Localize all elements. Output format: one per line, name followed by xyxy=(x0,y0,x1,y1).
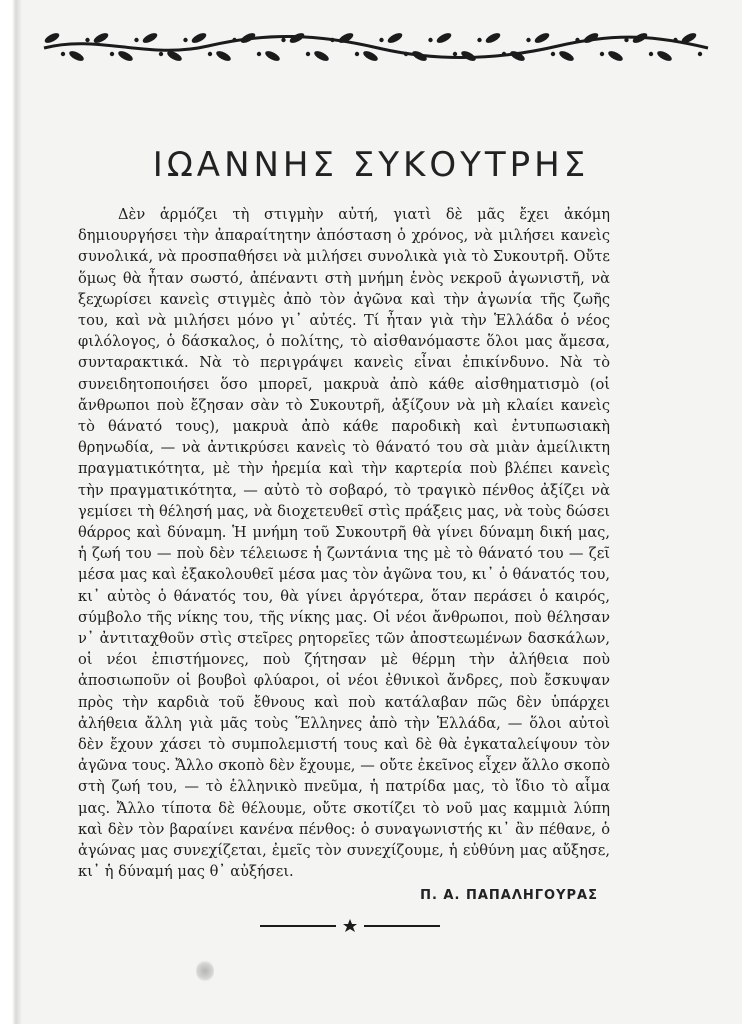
ornament-berry xyxy=(330,38,334,42)
ornament-berry xyxy=(159,52,163,56)
article-paragraph: Δὲν ἁρμόζει τὴ στιγμὴν αὐτή, γιατὶ δὲ μᾶς ἔχει ἀκόμη δημιουργήσει τὴν ἀπαραίτητην ἀπόσταση ὁ χρόνος, νὰ μιλήσει κανεὶς συνολικά, νὰ προσπαθήσει νὰ μιλήσει συνολικὰ γιὰ τὸ Συκουτρῆ. Οὔτε ὅμως θὰ ἦταν σωστό, ἀπέναντι στὴ μνήμη ἑνὸς νεκροῦ ἀγωνιστῆ, νὰ ξεχωρίσει κανεὶς στιγμὲς ἀπὸ τὸν ἀγῶνα καὶ τὴν ἀγωνία τῆς ζωῆς του, καὶ νὰ μιλήσει μόνο γι᾿ αὐτές. Τί ἦταν γιὰ τὴν Ἑλλάδα ὁ νέος φιλόλογος, ὁ δάσκαλος, ὁ πολίτης, τὸ αἰσθανόμαστε ὅλοι μας ἄμεσα, συνταρακτικά. Νὰ τὸ περιγράψει κανεὶς εἶναι ἐπικίνδυνο. Νὰ τὸ συνειδητοποιήσει ὅσο μπορεῖ, μακρυὰ ἀπὸ κάθε αἰσθηματισμὸ (οἱ ἄνθρωποι ποὺ ἔζησαν σὰν τὸ Συκουτρῆ, ἀξίζουν νὰ μὴ κλαίει κανεὶς τὸ θάνατό τους), μακρυὰ ἀπὸ κάθε παροδικὴ καὶ ἐντυπωσιακὴ θρηνωδία, — νὰ ἀντικρύσει κανεὶς τὸ θάνατό του σὰ μιὰν ἀμείλικτη πραγματικότητα, μὲ τὴν ἠρεμία καὶ τὴν καρτερία ποὺ βλέπει κανεὶς τὴν πραγματικότητα, — αὐτὸ τὸ σοβαρό, τὸ τραγικὸ πένθος ἀξίζει νὰ γεμίσει τὴ θέλησή μας, νὰ διοχετευθεῖ στὶς πράξεις μας, νὰ τοὺς δώσει θάρρος καὶ δύναμη. Ἡ μνήμη τοῦ Συκουτρῆ θὰ γίνει δύναμη δική μας, ἡ ζωή του — ποὺ δὲν τέλειωσε ἡ ζωντάνια της μὲ τὸ θάνατό του — ζεῖ μέσα μας καὶ ἐξακολουθεῖ μέσα μας τὸν ἀγῶνα του, κι᾿ ὁ θάνατός του, κι᾿ αὐτὸς ὁ θάνατός του, θὰ γίνει ἀργότερα, ὅταν περάσει ὁ καιρός, σύμβολο τῆς νίκης του, τῆς νίκης μας. Οἱ νέοι ἄνθρωποι, ποὺ θέλησαν ν᾿ ἀντιταχθοῦν στὶς στεῖρες ρητορεῖες τῶν ἀποστεωμένων δασκάλων, οἱ νέοι ἐπιστήμονες, ποὺ ζήτησαν μὲ θέρμη τὴν ἀλήθεια ποὺ ἀποσιωποῦν οἱ βουβοὶ φλύαροι, οἱ νέοι ἐθνικοὶ ἄνδρες, ποὺ ἔσκυψαν πρὸς τὴν καρδιὰ τοῦ ἔθνους καὶ ποὺ κατάλαβαν πῶς δὲν ὑπάρχει ἀλήθεια ἄλλη γιὰ μᾶς τοὺς Ἕλληνες ἀπὸ τὴν Ἑλλάδα, — ὅλοι αὐτοὶ δὲν ἔχουν χάσει τὸ συμπολεμιστή τους καὶ δὲ θὰ ἐγκαταλείψουν τὸν ἀγῶνα τους. Ἄλλο σκοπὸ δὲν ἔχουμε, — οὔτε ἐκεῖνος εἶχεν ἄλλο σκοπὸ στὴ ζωή του, — τὸ ἑλληνικὸ πνεῦμα, ἡ πατρίδα μας, τὸ ἴδιο τὸ αἷμα μας. Ἄλλο τίποτα δὲ θέλουμε, οὔτε σκοτίζει τὸ νοῦ μας καμμιὰ λύπη καὶ δὲν τὸν βαραίνει κανένα πένθος: ὁ συναγωνιστής κι᾿ ἂν πέθανε, ὁ ἀγώνας μας συνεχίζεται, ἐμεῖς τὸν συνεχίζουμε, ἡ εὐθύνη μας αὔξησε, κι᾿ ἡ δύναμή μας θ᾿ αὐξήσει. xyxy=(78,206,610,881)
ornament-berry xyxy=(502,52,506,56)
ink-smudge xyxy=(196,960,214,982)
ornament-leaf xyxy=(117,49,135,63)
ornament-leaf xyxy=(362,49,380,63)
ornament-berry xyxy=(61,52,65,56)
laurel-vine-ornament-icon xyxy=(38,26,714,66)
ornament-leaf xyxy=(190,31,208,45)
ornament-leaf xyxy=(386,31,404,45)
ornament-leaf xyxy=(607,49,625,63)
ornament-leaf xyxy=(656,49,674,63)
ornament-leaf xyxy=(43,31,61,45)
ornament-berry xyxy=(257,52,261,56)
ornament-berry xyxy=(134,38,138,42)
ornament-leaf xyxy=(141,31,159,45)
ornament-berry xyxy=(477,38,481,42)
ornament-berry xyxy=(85,38,89,42)
author-signature: Π. Α. ΠΑΠΑΛΗΓΟΥΡΑΣ xyxy=(420,888,598,903)
ornament-berry xyxy=(232,38,236,42)
ornament-leaf xyxy=(264,49,282,63)
ornament-berry xyxy=(551,52,555,56)
ornament-leaf xyxy=(509,49,527,63)
page-title: ΙΩΑΝΝΗΣ ΣΥΚΟΥΤΡΗΣ xyxy=(152,145,590,185)
ornament-leaf xyxy=(533,31,551,45)
ornament-leaf xyxy=(558,49,576,63)
ornament-berry xyxy=(379,38,383,42)
ornament-berry xyxy=(649,52,653,56)
ornament-berry xyxy=(428,38,432,42)
ornament-leaf xyxy=(435,31,453,45)
ornament-leaf xyxy=(484,31,502,45)
ornament-berry xyxy=(673,38,677,42)
ornament-berry xyxy=(624,38,628,42)
ornament-berry xyxy=(575,38,579,42)
ornament-leaf xyxy=(313,49,331,63)
ornament-berry xyxy=(453,52,457,56)
ornament-leaf xyxy=(68,49,86,63)
ornament-berry xyxy=(208,52,212,56)
star-divider-icon xyxy=(260,916,440,936)
article-body xyxy=(78,204,610,883)
ornament-berry xyxy=(183,38,187,42)
ornament-berry xyxy=(355,52,359,56)
ornament-berry xyxy=(110,52,114,56)
ornament-leaf xyxy=(215,49,233,63)
ornament-berry xyxy=(526,38,530,42)
ornament-berry xyxy=(306,52,310,56)
ornament-berry xyxy=(404,52,408,56)
ornament-berry xyxy=(698,52,702,56)
ornament-berry xyxy=(281,38,285,42)
ornament-berry xyxy=(600,52,604,56)
